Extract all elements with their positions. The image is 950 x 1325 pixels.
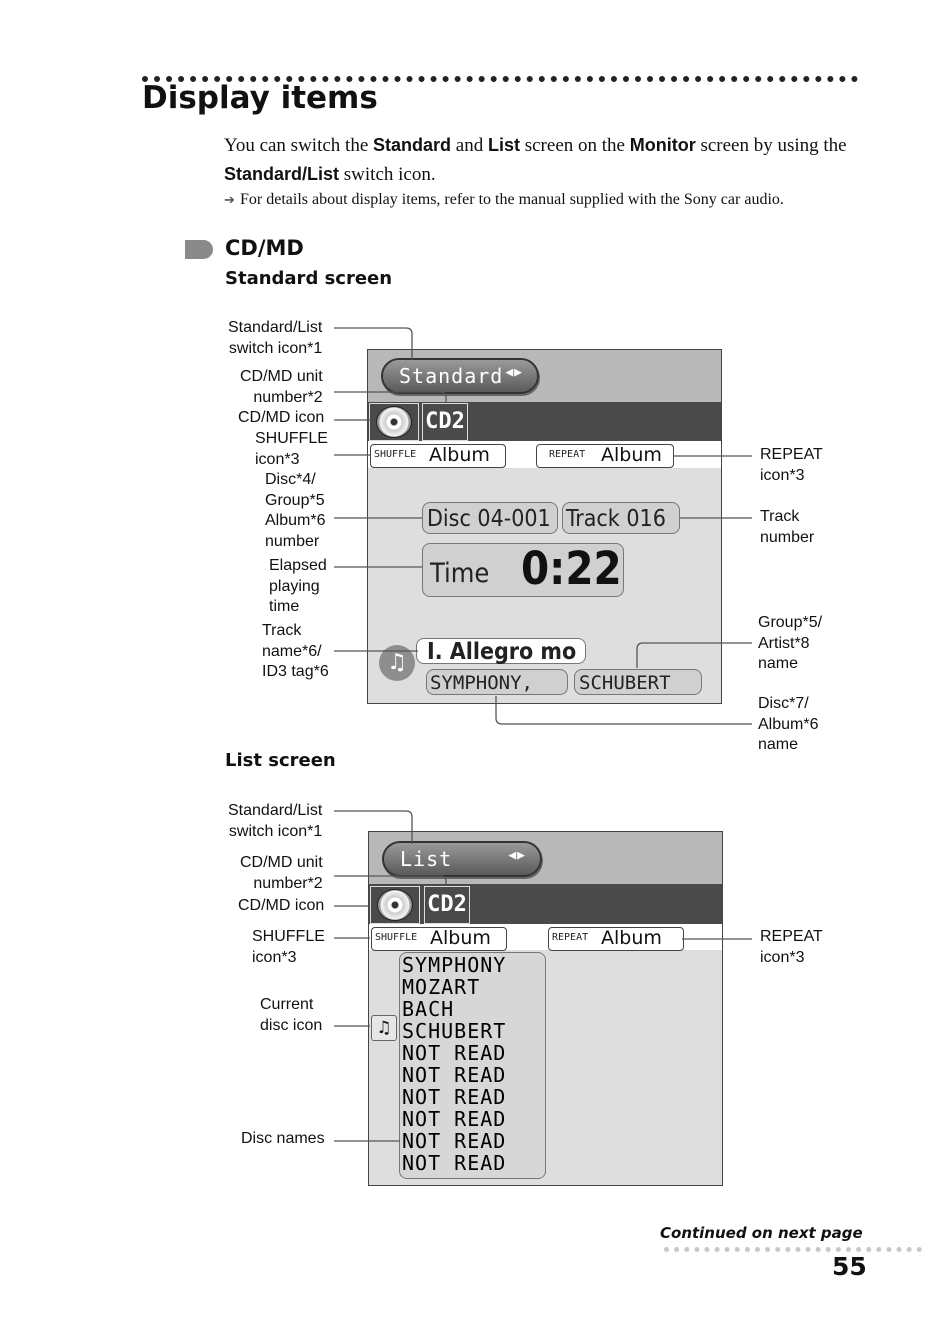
list-repeat-indicator: REPEAT Album (548, 927, 684, 951)
disc-list-item[interactable]: NOT READ (402, 1085, 507, 1109)
track-name-display: I. Allegro mo (416, 638, 586, 664)
label-elapsed-time: Elapsed playing time (269, 557, 327, 615)
intro-paragraph: You can switch the Standard and List screen on the Monitor screen by using the Standard/List switch icon. (224, 135, 847, 185)
list-standard-switch-button[interactable]: List ◀▶ (382, 841, 542, 877)
album-name-display: SYMPHONY, (426, 669, 568, 695)
disc-list-item[interactable]: NOT READ (402, 1151, 507, 1175)
cd-disc-icon (370, 886, 420, 924)
label-list-shuffle-icon: SHUFFLE icon*3 (252, 928, 325, 966)
left-right-arrows-icon: ◀▶ (508, 848, 526, 863)
cd-disc-icon (369, 403, 419, 441)
disc-list-item[interactable]: NOT READ (402, 1063, 507, 1087)
track-number-display: Track 016 (562, 502, 680, 534)
arrow-right-icon: ➔ (224, 192, 235, 207)
repeat-indicator: REPEAT Album (536, 444, 674, 468)
label-cdmd-icon: CD/MD icon (238, 409, 325, 426)
section-tab-marker (185, 240, 213, 259)
standard-unit-bar (368, 402, 721, 441)
label-track-number: Track number (760, 508, 815, 546)
list-unit-number-badge: CD2 (424, 886, 470, 924)
label-list-unit-number: CD/MD unit number*2 (240, 854, 323, 892)
continued-note: Continued on next page (660, 1224, 863, 1242)
label-disc-number: Disc*4/ Group*5 Album*6 number (265, 471, 326, 550)
elapsed-time-display: Time 0:22 (422, 543, 624, 597)
disc-list-item[interactable]: MOZART (402, 975, 481, 999)
disc-list-item[interactable]: BACH (402, 997, 455, 1021)
section-title: CD/MD (225, 236, 304, 260)
label-unit-number: CD/MD unit number*2 (240, 368, 323, 406)
label-current-disc-icon: Current disc icon (260, 996, 323, 1034)
reference-note: ➔ For details about display items, refer to the manual supplied with the Sony car audio. (224, 191, 784, 208)
label-disc-album: Disc*7/ Album*6 name (758, 695, 819, 753)
label-group-artist: Group*5/ Artist*8 name (758, 614, 823, 672)
label-list-cdmd-icon: CD/MD icon (238, 897, 325, 914)
disc-number-display: Disc 04-001 (422, 502, 558, 534)
label-repeat-icon: REPEAT icon*3 (760, 446, 823, 484)
page-number: 55 (832, 1252, 867, 1281)
music-note-icon: ♫ (379, 645, 415, 681)
standard-screen-title: Standard screen (225, 268, 393, 289)
standard-list-switch-button[interactable]: Standard ◀▶ (381, 358, 539, 394)
unit-number-badge: CD2 (422, 403, 468, 441)
disc-list-item[interactable]: SYMPHONY (402, 953, 507, 977)
label-disc-names: Disc names (241, 1130, 325, 1147)
bottom-dotted-rule (664, 1247, 922, 1252)
label-track-name: Track name*6/ ID3 tag*6 (262, 622, 329, 680)
artist-name-display: SCHUBERT (574, 669, 702, 695)
disc-list-item[interactable]: NOT READ (402, 1129, 507, 1153)
list-screen-title: List screen (225, 750, 336, 771)
label-list-repeat-icon: REPEAT icon*3 (760, 928, 823, 966)
shuffle-indicator: SHUFFLE Album (370, 444, 506, 468)
page-title: Display items (142, 80, 378, 116)
left-right-arrows-icon: ◀▶ (505, 365, 523, 380)
list-screen (368, 831, 723, 1186)
list-shuffle-indicator: SHUFFLE Album (371, 927, 507, 951)
standard-screen (367, 349, 722, 704)
label-list-switch-icon: Standard/List switch icon*1 (228, 802, 323, 840)
label-shuffle-icon: SHUFFLE icon*3 (255, 430, 328, 468)
list-unit-bar (369, 884, 722, 924)
disc-list-item[interactable]: NOT READ (402, 1041, 507, 1065)
disc-list[interactable] (399, 952, 546, 1179)
disc-list-item[interactable]: SCHUBERT (402, 1019, 507, 1043)
current-disc-icon: ♫ (371, 1015, 397, 1041)
label-switch-icon: Standard/List switch icon*1 (228, 319, 323, 357)
disc-list-item[interactable]: NOT READ (402, 1107, 507, 1131)
